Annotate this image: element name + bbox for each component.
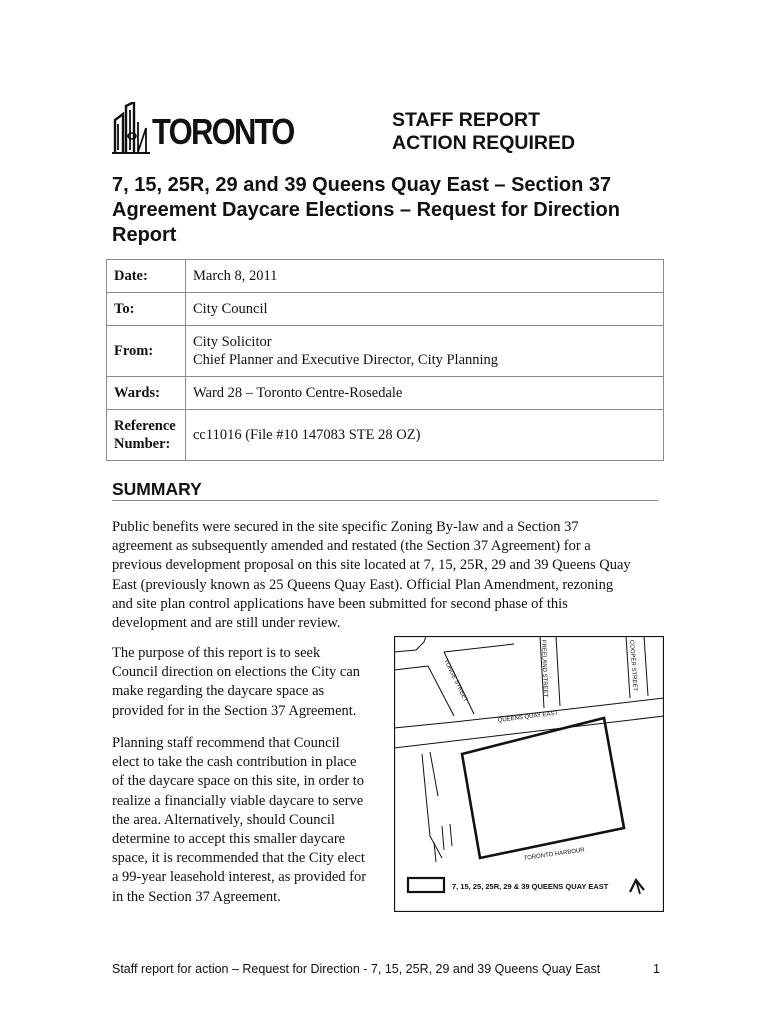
table-row-date [107, 260, 664, 293]
report-title [112, 173, 672, 248]
summary-divider [112, 500, 658, 501]
reference-label [107, 410, 186, 461]
street-label-yonge: YONGE STREET [442, 658, 469, 704]
report-type-line1: STAFF REPORT [392, 109, 541, 131]
text-line: in the Section 37 Agreement. [112, 888, 281, 905]
toronto-logo [112, 102, 294, 158]
to-value: City Council [186, 293, 664, 326]
table-row-reference [107, 410, 664, 461]
text-line: The purpose of this report is to seek [112, 645, 321, 661]
page-footer [112, 962, 660, 976]
report-info-table [106, 259, 664, 461]
text-line: determine to accept this smaller daycare [112, 831, 346, 848]
logo-wordmark: TORONTO [152, 111, 294, 152]
footer-text: Staff report for action – Request for Direction - 7, 15, 25R, 29 and 39 Queens Quay East [112, 962, 601, 976]
text-line: realize a financially viable daycare to serve [112, 792, 364, 809]
site-location-map [394, 636, 664, 912]
text-line: provided for in the Section 37 Agreement. [112, 702, 357, 719]
text-line: space, it is recommended that the City elect [112, 850, 365, 867]
title-line: Report [112, 224, 177, 246]
from-value-line: City Solicitor [193, 334, 272, 350]
table-row-to [107, 293, 664, 326]
reference-label-line: Reference [114, 418, 176, 434]
water-label: TORONTO HARBOUR [523, 847, 586, 862]
text-line: Planning staff recommend that Council [112, 735, 340, 751]
from-value-line: Chief Planner and Executive Director, City Planning [193, 352, 499, 368]
reference-value: cc11016 (File #10 147083 STE 28 OZ) [186, 410, 664, 461]
wards-label: Wards: [107, 377, 186, 410]
wards-value: Ward 28 – Toronto Centre-Rosedale [186, 377, 664, 410]
report-type-line2: ACTION REQUIRED [392, 132, 576, 154]
from-label: From: [107, 326, 186, 377]
legend-site-swatch [408, 878, 444, 892]
to-label: To: [107, 293, 186, 326]
summary-paragraph-1 [112, 518, 662, 633]
title-line: 7, 15, 25R, 29 and 39 Queens Quay East – Section 37 [112, 174, 612, 196]
title-line: Agreement Daycare Elections – Request for Direction [112, 199, 620, 221]
text-line: make regarding the daycare space as [112, 683, 325, 700]
reference-label-line: Number: [114, 436, 171, 452]
text-line: development and are still under review. [112, 615, 341, 632]
table-row-from [107, 326, 664, 377]
text-line: the area. Alternatively, should Council [112, 811, 335, 828]
street-label-freeland: FREELAND STREET [540, 639, 548, 698]
summary-paragraph-2 [112, 644, 387, 721]
street-label-cooper: COOPER STREET [628, 639, 638, 692]
from-value [186, 326, 664, 377]
text-line: previous development proposal on this site located at 7, 15, 25R, 29 and 39 Queens Quay [112, 557, 631, 574]
page-number: 1 [653, 962, 660, 976]
text-line: and site plan control applications have been submitted for second phase of this [112, 595, 568, 612]
city-hall-logo-icon [112, 102, 152, 158]
summary-paragraph-3 [112, 734, 387, 907]
street-label-queens-quay: QUEENS QUAY EAST [497, 710, 559, 724]
summary-heading: SUMMARY [112, 479, 202, 499]
text-line: agreement as subsequently amended and restated (the Section 37 Agreement) for a [112, 538, 591, 555]
date-value: March 8, 2011 [186, 260, 664, 293]
date-label: Date: [107, 260, 186, 293]
text-line: Public benefits were secured in the site specific Zoning By-law and a Section 37 [112, 519, 579, 535]
text-line: East (previously known as 25 Queens Quay East). Official Plan Amendment, rezoning [112, 576, 614, 593]
map-frame [395, 637, 664, 912]
text-line: of the daycare space on this site, in order to [112, 773, 365, 790]
table-row-wards [107, 377, 664, 410]
text-line: a 99-year leasehold interest, as provided for [112, 869, 367, 886]
text-line: elect to take the cash contribution in place [112, 754, 357, 771]
legend-label: 7, 15, 25, 25R, 29 & 39 QUEENS QUAY EAST [452, 882, 609, 891]
text-line: Council direction on elections the City can [112, 664, 361, 681]
